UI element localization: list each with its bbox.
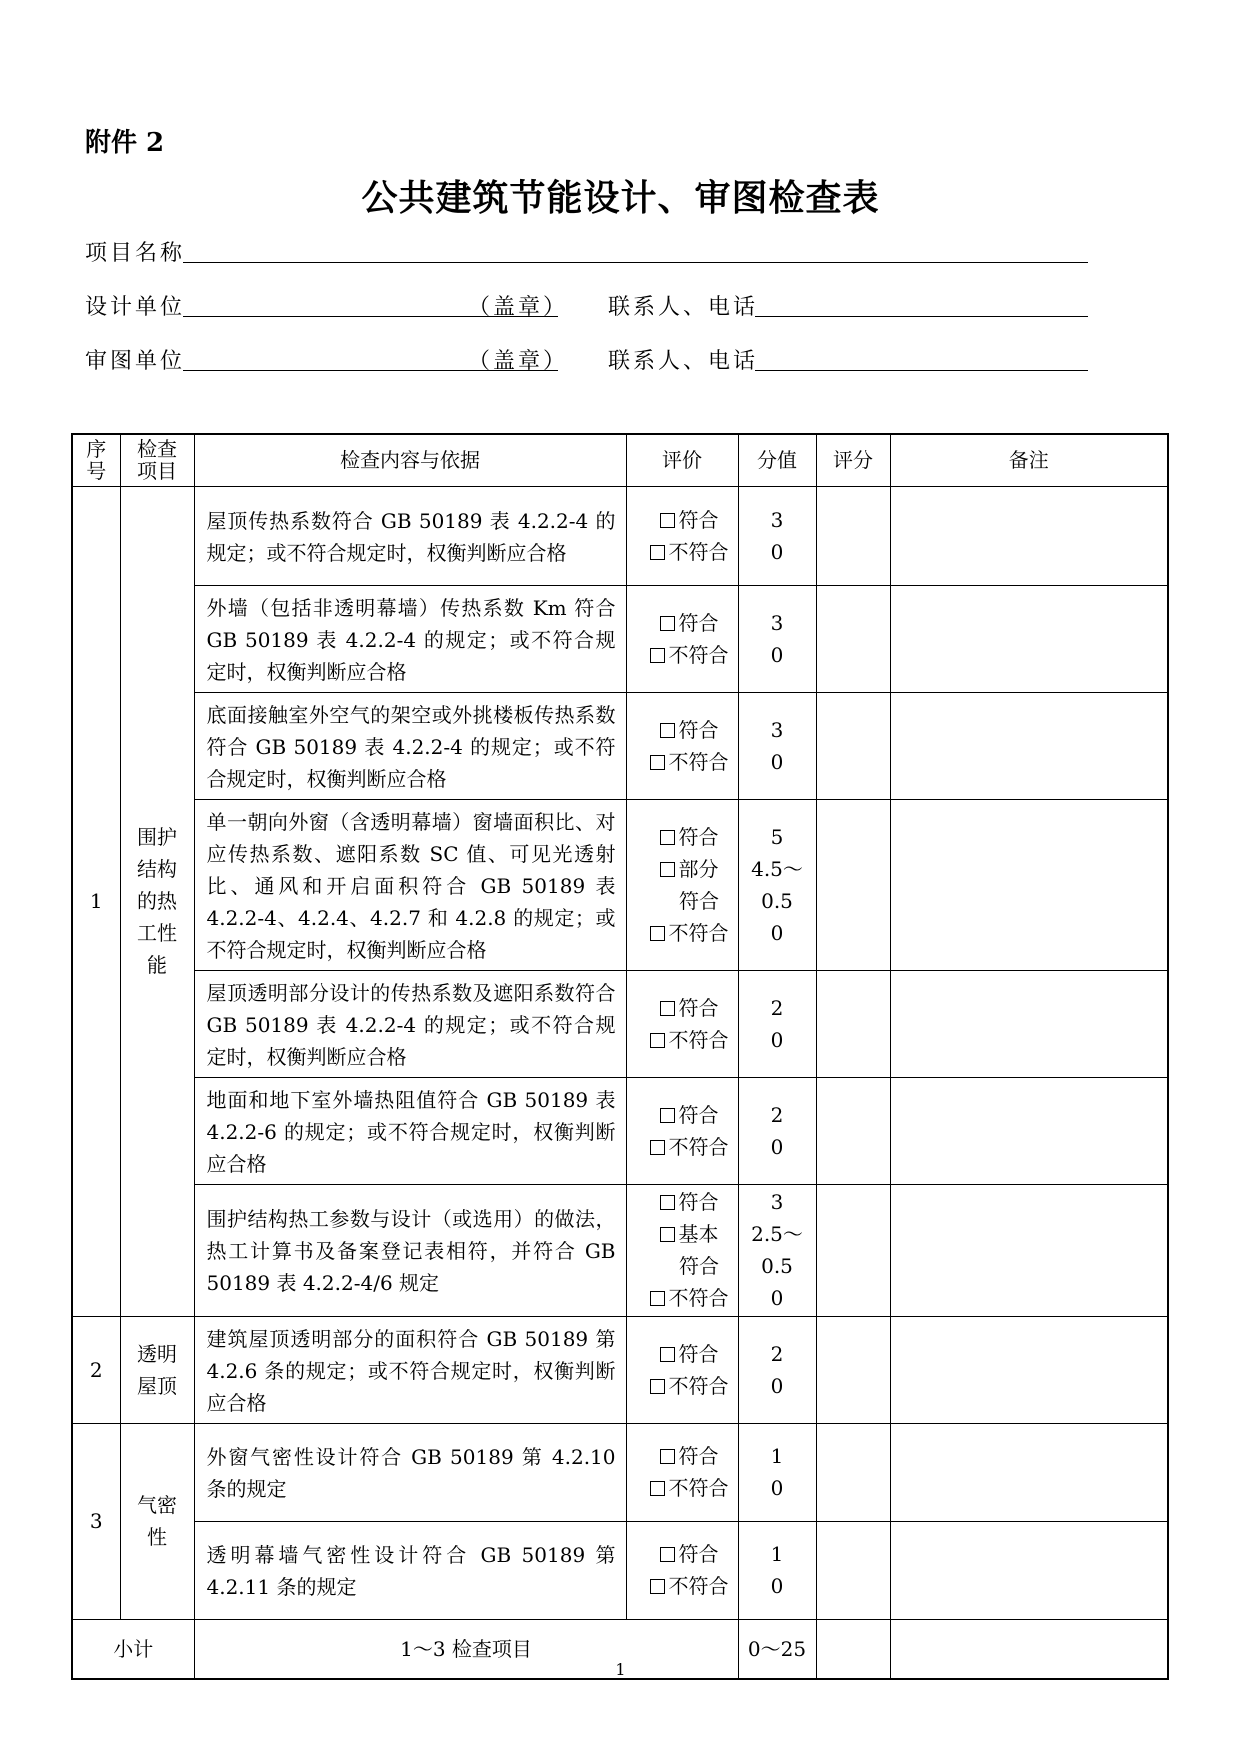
row-eval-options — [626, 1521, 738, 1619]
eval-checkbox[interactable] — [650, 755, 665, 770]
score-value: 2 — [770, 1341, 784, 1366]
score-value: 0.5 — [761, 888, 793, 913]
score-value: 2 — [770, 1102, 784, 1127]
row-eval-options — [626, 1077, 738, 1184]
header-rating: 评分 — [816, 434, 890, 486]
eval-checkbox[interactable] — [660, 830, 675, 845]
score-value: 0 — [770, 1134, 784, 1159]
row-seq: 3 — [72, 1423, 120, 1619]
eval-option-label: 不符合 — [668, 1476, 729, 1500]
row-eval-options — [626, 1316, 738, 1423]
score-value: 4.5～ — [751, 856, 803, 881]
eval-option-label: 不符合 — [668, 1286, 729, 1310]
eval-option-label: 符合 — [678, 824, 719, 849]
score-value: 1 — [770, 1444, 784, 1468]
eval-option-label: 符合 — [678, 995, 719, 1020]
eval-option-label: 符合 — [678, 717, 719, 742]
score-value: 0 — [770, 1373, 784, 1398]
table-row — [72, 486, 1168, 585]
table-row — [72, 1184, 1168, 1316]
eval-option-label: 符合 — [679, 1254, 719, 1278]
score-value: 5 — [770, 824, 784, 849]
review-contact-field[interactable] — [755, 370, 1088, 371]
row-remarks-cell[interactable] — [890, 970, 1168, 1077]
row-content: 外窗气密性设计符合 GB 50189 第 4.2.10 条的规定 — [194, 1423, 626, 1521]
row-remarks-cell[interactable] — [890, 1184, 1168, 1316]
review-unit-stamp-label: （盖章） — [468, 349, 569, 374]
eval-option-label: 符合 — [678, 1542, 719, 1566]
score-value: 2.5～ — [751, 1222, 803, 1246]
table-row — [72, 1316, 1168, 1423]
row-score-values — [738, 970, 816, 1077]
eval-checkbox[interactable] — [650, 1481, 665, 1496]
row-eval-options — [626, 1423, 738, 1521]
row-remarks-cell[interactable] — [890, 692, 1168, 799]
design-unit-label: 设计单位 — [85, 295, 186, 320]
eval-checkbox[interactable] — [660, 862, 675, 877]
score-value: 0 — [770, 539, 784, 564]
row-eval-options — [626, 1184, 738, 1316]
header-remarks: 备注 — [890, 434, 1168, 486]
score-value: 0 — [770, 1476, 784, 1500]
row-rating-cell[interactable] — [816, 585, 890, 692]
row-eval-options — [626, 799, 738, 970]
row-remarks-cell[interactable] — [890, 1077, 1168, 1184]
eval-option-label: 符合 — [678, 1341, 719, 1366]
table-row — [72, 1521, 1168, 1619]
row-score-values — [738, 1316, 816, 1423]
row-seq: 1 — [72, 486, 120, 1316]
row-seq: 2 — [72, 1316, 120, 1423]
row-content: 屋顶传热系数符合 GB 50189 表 4.2.2-4 的规定；或不符合规定时，权衡判断应合格 — [194, 486, 626, 585]
row-remarks-cell[interactable] — [890, 1423, 1168, 1521]
score-value: 2 — [770, 995, 784, 1020]
eval-option-label: 符合 — [678, 610, 719, 635]
design-contact-field[interactable] — [755, 316, 1088, 317]
eval-option-label: 不符合 — [668, 1373, 729, 1398]
score-value: 0 — [770, 642, 784, 667]
score-value: 3 — [770, 1190, 784, 1214]
row-remarks-cell[interactable] — [890, 585, 1168, 692]
eval-option-label: 符合 — [679, 888, 719, 913]
eval-option-label: 不符合 — [668, 1027, 729, 1052]
subtotal-content: 1～3 检查项目 — [194, 1619, 738, 1679]
eval-checkbox[interactable] — [660, 616, 675, 631]
eval-checkbox[interactable] — [660, 513, 675, 528]
eval-checkbox[interactable] — [660, 1195, 675, 1210]
inspection-table — [71, 433, 1169, 1680]
row-remarks-cell[interactable] — [890, 486, 1168, 585]
score-value: 3 — [770, 507, 784, 532]
eval-option-label: 符合 — [678, 1102, 719, 1127]
eval-option-label: 不符合 — [668, 642, 729, 667]
subtotal-score: 0～25 — [738, 1619, 816, 1679]
eval-checkbox[interactable] — [650, 648, 665, 663]
row-content: 屋顶透明部分设计的传热系数及遮阳系数符合 GB 50189 表 4.2.2-4 的规定；或不符合规定时，权衡判断应合格 — [194, 970, 626, 1077]
eval-checkbox[interactable] — [660, 1227, 675, 1242]
row-score-values — [738, 585, 816, 692]
subtotal-label: 小计 — [72, 1619, 194, 1679]
row-item: 气密性 — [120, 1423, 194, 1619]
eval-checkbox[interactable] — [650, 1033, 665, 1048]
score-value: 0 — [770, 1027, 784, 1052]
row-item: 透明屋顶 — [120, 1316, 194, 1423]
eval-option-label: 不符合 — [668, 1574, 729, 1598]
row-score-values — [738, 1184, 816, 1316]
row-rating-cell[interactable] — [816, 1423, 890, 1521]
table-row — [72, 1423, 1168, 1521]
score-value: 0.5 — [761, 1254, 793, 1278]
eval-checkbox[interactable] — [660, 1449, 675, 1464]
row-content: 地面和地下室外墙热阻值符合 GB 50189 表 4.2.2-6 的规定；或不符合规定时，权衡判断应合格 — [194, 1077, 626, 1184]
row-remarks-cell[interactable] — [890, 1316, 1168, 1423]
row-content: 单一朝向外窗（含透明幕墙）窗墙面积比、对应传热系数、遮阳系数 SC 值、可见光透射比、通风和开启面积符合 GB 50189 表 4.2.2-4、4.2.4、4.2.7 和 4.2.8 的规定；或不符合规定时，权衡判断应合格 — [194, 799, 626, 970]
eval-checkbox[interactable] — [660, 1001, 675, 1016]
row-eval-options — [626, 585, 738, 692]
score-value: 3 — [770, 610, 784, 635]
row-content: 底面接触室外空气的架空或外挑楼板传热系数符合 GB 50189 表 4.2.2-4 的规定；或不符合规定时，权衡判断应合格 — [194, 692, 626, 799]
row-remarks-cell[interactable] — [890, 799, 1168, 970]
eval-option-label: 符合 — [678, 1190, 719, 1214]
score-value: 3 — [770, 717, 784, 742]
eval-checkbox[interactable] — [650, 1291, 665, 1306]
header-seq: 序号 — [72, 434, 120, 486]
score-value: 0 — [770, 749, 784, 774]
design-unit-stamp-label: （盖章） — [468, 295, 569, 320]
header-eval: 评价 — [626, 434, 738, 486]
eval-checkbox[interactable] — [660, 1108, 675, 1123]
row-eval-options — [626, 692, 738, 799]
project-name-field[interactable] — [183, 262, 1088, 263]
score-value: 0 — [770, 1286, 784, 1310]
row-content: 建筑屋顶透明部分的面积符合 GB 50189 第 4.2.6 条的规定；或不符合规定时，权衡判断应合格 — [194, 1316, 626, 1423]
score-value: 0 — [770, 1574, 784, 1598]
table-row — [72, 692, 1168, 799]
row-score-values — [738, 692, 816, 799]
attachment-label: 附件 2 — [85, 128, 165, 158]
row-score-values — [738, 1521, 816, 1619]
row-rating-cell[interactable] — [816, 1184, 890, 1316]
row-rating-cell[interactable] — [816, 970, 890, 1077]
row-rating-cell[interactable] — [816, 692, 890, 799]
eval-checkbox[interactable] — [660, 1547, 675, 1562]
row-item: 围护结构的热工性能 — [120, 486, 194, 1316]
row-rating-cell[interactable] — [816, 1521, 890, 1619]
review-contact-label: 联系人、电话 — [608, 349, 759, 374]
design-contact-label: 联系人、电话 — [608, 295, 759, 320]
eval-option-label: 符合 — [678, 507, 719, 532]
page-number: 1 — [615, 1660, 626, 1679]
eval-checkbox[interactable] — [650, 545, 665, 560]
eval-checkbox[interactable] — [650, 1579, 665, 1594]
table-row — [72, 970, 1168, 1077]
row-eval-options — [626, 970, 738, 1077]
eval-option-label: 不符合 — [668, 1134, 729, 1159]
row-score-values — [738, 486, 816, 585]
header-item: 检查项目 — [120, 434, 194, 486]
row-score-values — [738, 1077, 816, 1184]
row-content: 围护结构热工参数与设计（或选用）的做法，热工计算书及备案登记表相符，并符合 GB 50189 表 4.2.2-4/6 规定 — [194, 1184, 626, 1316]
score-value: 1 — [770, 1542, 784, 1566]
eval-checkbox[interactable] — [650, 926, 665, 941]
header-score-value: 分值 — [738, 434, 816, 486]
row-rating-cell[interactable] — [816, 1316, 890, 1423]
row-rating-cell[interactable] — [816, 486, 890, 585]
row-eval-options — [626, 486, 738, 585]
row-score-values — [738, 799, 816, 970]
eval-option-label: 符合 — [678, 1444, 719, 1468]
eval-option-label: 部分 — [678, 856, 719, 881]
score-value: 0 — [770, 920, 784, 945]
eval-checkbox[interactable] — [660, 723, 675, 738]
eval-checkbox[interactable] — [650, 1140, 665, 1155]
row-rating-cell[interactable] — [816, 1077, 890, 1184]
row-score-values — [738, 1423, 816, 1521]
table-row — [72, 1077, 1168, 1184]
eval-option-label: 基本 — [678, 1222, 719, 1246]
table-row — [72, 585, 1168, 692]
row-content: 透明幕墙气密性设计符合 GB 50189 第 4.2.11 条的规定 — [194, 1521, 626, 1619]
project-name-label: 项目名称 — [85, 241, 186, 266]
row-remarks-cell[interactable] — [890, 1521, 1168, 1619]
header-content: 检查内容与依据 — [194, 434, 626, 486]
eval-option-label: 不符合 — [668, 539, 729, 564]
page-title: 公共建筑节能设计、审图检查表 — [361, 177, 880, 219]
eval-option-label: 不符合 — [668, 920, 729, 945]
eval-checkbox[interactable] — [650, 1379, 665, 1394]
row-content: 外墙（包括非透明幕墙）传热系数 Km 符合 GB 50189 表 4.2.2-4 的规定；或不符合规定时，权衡判断应合格 — [194, 585, 626, 692]
table-row — [72, 799, 1168, 970]
row-rating-cell[interactable] — [816, 799, 890, 970]
review-unit-label: 审图单位 — [85, 349, 186, 374]
eval-checkbox[interactable] — [660, 1347, 675, 1362]
eval-option-label: 不符合 — [668, 749, 729, 774]
